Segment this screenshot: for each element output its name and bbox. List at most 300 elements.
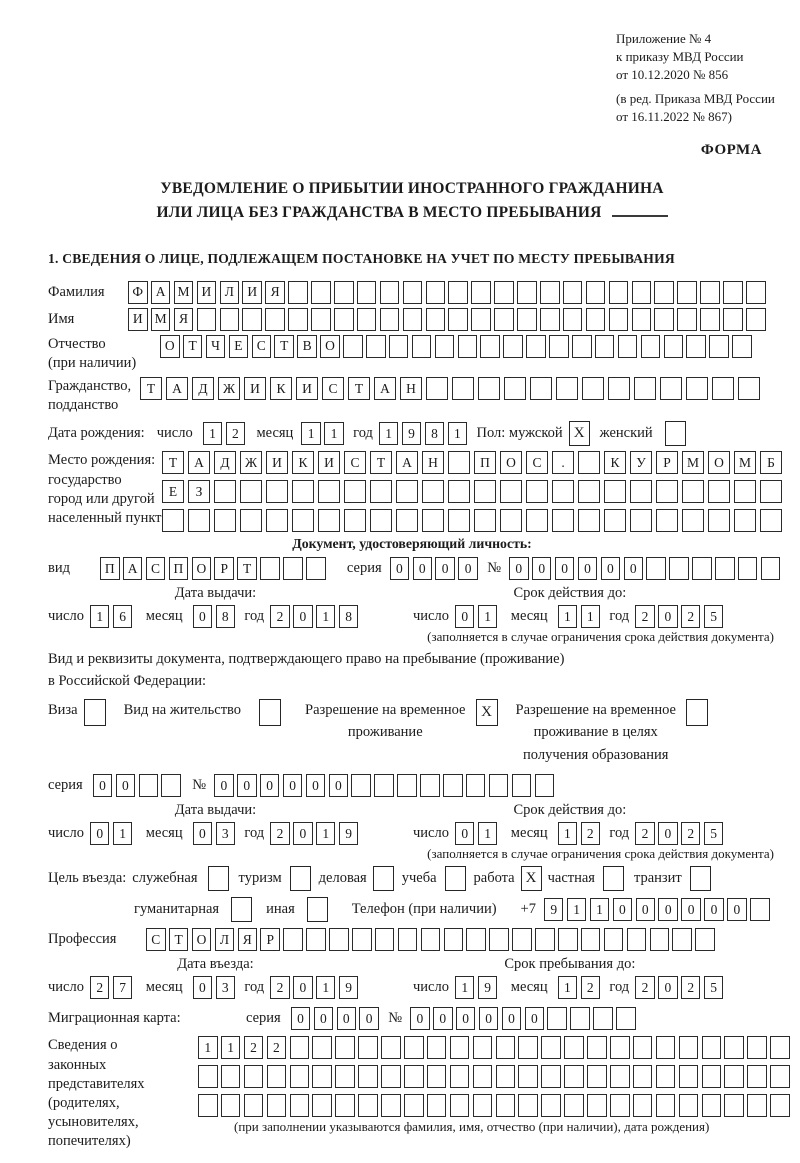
char-box[interactable] [700, 308, 720, 331]
char-box[interactable] [770, 1036, 790, 1059]
purpose-work-checkbox[interactable]: X [521, 866, 542, 891]
char-box[interactable]: 2 [635, 605, 655, 628]
char-box[interactable] [692, 557, 712, 580]
char-box[interactable] [198, 1065, 218, 1088]
char-box[interactable]: 1 [324, 422, 344, 445]
char-box[interactable] [604, 480, 626, 503]
char-box[interactable] [266, 480, 288, 503]
char-box[interactable]: Л [220, 281, 240, 304]
char-box[interactable] [466, 928, 486, 951]
char-box[interactable] [712, 377, 734, 400]
char-box[interactable] [403, 281, 423, 304]
char-box[interactable] [197, 308, 217, 331]
char-box[interactable] [290, 1094, 310, 1117]
char-box[interactable]: 9 [339, 976, 359, 999]
char-box[interactable]: С [146, 928, 166, 951]
char-box[interactable] [329, 928, 349, 951]
char-box[interactable] [161, 774, 181, 797]
char-box[interactable] [288, 281, 308, 304]
char-box[interactable] [503, 335, 523, 358]
char-box[interactable]: Я [174, 308, 194, 331]
char-box[interactable]: 0 [502, 1007, 522, 1030]
char-box[interactable] [656, 509, 678, 532]
char-box[interactable] [682, 509, 704, 532]
char-box[interactable] [558, 928, 578, 951]
char-box[interactable] [427, 1065, 447, 1088]
char-box[interactable] [563, 308, 583, 331]
purpose-business-checkbox[interactable] [373, 866, 394, 891]
char-box[interactable] [344, 509, 366, 532]
char-box[interactable] [724, 1065, 744, 1088]
char-box[interactable] [747, 1036, 767, 1059]
char-box[interactable]: 0 [532, 557, 552, 580]
char-box[interactable]: 1 [316, 976, 336, 999]
char-box[interactable]: О [192, 928, 212, 951]
char-box[interactable]: О [160, 335, 180, 358]
char-box[interactable] [306, 557, 326, 580]
char-box[interactable] [375, 928, 395, 951]
char-box[interactable]: А [188, 451, 210, 474]
char-box[interactable]: М [682, 451, 704, 474]
char-box[interactable] [334, 281, 354, 304]
char-box[interactable]: 6 [113, 605, 133, 628]
char-box[interactable] [564, 1036, 584, 1059]
char-box[interactable] [448, 281, 468, 304]
char-box[interactable] [633, 1036, 653, 1059]
char-box[interactable] [724, 1036, 744, 1059]
char-box[interactable]: 0 [525, 1007, 545, 1030]
char-box[interactable]: 2 [90, 976, 110, 999]
char-box[interactable]: 2 [270, 822, 290, 845]
char-box[interactable] [587, 1036, 607, 1059]
char-box[interactable]: 0 [479, 1007, 499, 1030]
visa-checkbox[interactable] [84, 699, 106, 726]
char-box[interactable] [723, 281, 743, 304]
char-box[interactable] [702, 1094, 722, 1117]
char-box[interactable] [682, 480, 704, 503]
char-box[interactable]: 0 [456, 1007, 476, 1030]
purpose-private-checkbox[interactable] [603, 866, 624, 891]
char-box[interactable]: 0 [214, 774, 234, 797]
char-box[interactable] [686, 377, 708, 400]
char-box[interactable]: Е [162, 480, 184, 503]
char-box[interactable] [656, 1094, 676, 1117]
char-box[interactable]: М [734, 451, 756, 474]
char-box[interactable]: 0 [193, 976, 213, 999]
char-box[interactable] [608, 377, 630, 400]
char-box[interactable] [578, 509, 600, 532]
char-box[interactable] [517, 308, 537, 331]
char-box[interactable] [586, 308, 606, 331]
char-box[interactable]: 0 [624, 557, 644, 580]
char-box[interactable]: 1 [478, 605, 498, 628]
char-box[interactable] [283, 557, 303, 580]
char-box[interactable] [290, 1065, 310, 1088]
char-box[interactable] [709, 335, 729, 358]
char-box[interactable] [760, 509, 782, 532]
char-box[interactable] [715, 557, 735, 580]
char-box[interactable] [586, 281, 606, 304]
char-box[interactable]: И [244, 377, 266, 400]
char-box[interactable] [358, 1036, 378, 1059]
char-box[interactable] [267, 1094, 287, 1117]
char-box[interactable] [541, 1036, 561, 1059]
char-box[interactable] [760, 480, 782, 503]
char-box[interactable] [500, 509, 522, 532]
char-box[interactable] [444, 928, 464, 951]
char-box[interactable]: 5 [704, 605, 724, 628]
purpose-official-checkbox[interactable] [208, 866, 229, 891]
char-box[interactable] [630, 509, 652, 532]
char-box[interactable]: Н [422, 451, 444, 474]
char-box[interactable]: А [151, 281, 171, 304]
char-box[interactable] [471, 308, 491, 331]
char-box[interactable] [708, 480, 730, 503]
char-box[interactable]: Л [215, 928, 235, 951]
char-box[interactable]: И [266, 451, 288, 474]
char-box[interactable] [570, 1007, 590, 1030]
char-box[interactable]: 9 [544, 898, 564, 921]
residence-permit-checkbox[interactable] [259, 699, 281, 726]
char-box[interactable]: К [270, 377, 292, 400]
char-box[interactable] [708, 509, 730, 532]
char-box[interactable]: 0 [681, 898, 701, 921]
char-box[interactable] [267, 1065, 287, 1088]
char-box[interactable] [306, 928, 326, 951]
char-box[interactable]: И [242, 281, 262, 304]
char-box[interactable] [450, 1036, 470, 1059]
char-box[interactable] [549, 335, 569, 358]
char-box[interactable] [448, 308, 468, 331]
char-box[interactable]: С [344, 451, 366, 474]
char-box[interactable] [672, 928, 692, 951]
char-box[interactable]: 0 [601, 557, 621, 580]
char-box[interactable] [541, 1065, 561, 1088]
char-box[interactable] [450, 1094, 470, 1117]
char-box[interactable] [618, 335, 638, 358]
char-box[interactable]: 2 [270, 976, 290, 999]
char-box[interactable] [458, 335, 478, 358]
char-box[interactable]: И [296, 377, 318, 400]
char-box[interactable]: 1 [90, 605, 110, 628]
char-box[interactable]: 2 [244, 1036, 264, 1059]
char-box[interactable]: 1 [448, 422, 468, 445]
char-box[interactable] [578, 480, 600, 503]
char-box[interactable]: 2 [267, 1036, 287, 1059]
char-box[interactable]: 0 [337, 1007, 357, 1030]
char-box[interactable] [646, 557, 666, 580]
char-box[interactable]: 0 [314, 1007, 334, 1030]
char-box[interactable] [427, 1094, 447, 1117]
char-box[interactable] [214, 509, 236, 532]
char-box[interactable]: 1 [113, 822, 133, 845]
char-box[interactable]: 0 [193, 822, 213, 845]
char-box[interactable]: 0 [455, 605, 475, 628]
char-box[interactable] [695, 928, 715, 951]
char-box[interactable]: Т [183, 335, 203, 358]
char-box[interactable] [412, 335, 432, 358]
char-box[interactable] [572, 335, 592, 358]
char-box[interactable]: 8 [425, 422, 445, 445]
char-box[interactable]: 0 [555, 557, 575, 580]
char-box[interactable] [312, 1036, 332, 1059]
char-box[interactable]: Ж [218, 377, 240, 400]
char-box[interactable]: С [526, 451, 548, 474]
char-box[interactable] [220, 308, 240, 331]
char-box[interactable]: 0 [455, 822, 475, 845]
char-box[interactable]: П [100, 557, 120, 580]
char-box[interactable] [656, 1065, 676, 1088]
char-box[interactable]: М [151, 308, 171, 331]
purpose-other-checkbox[interactable] [307, 897, 328, 922]
char-box[interactable] [311, 281, 331, 304]
char-box[interactable] [381, 1036, 401, 1059]
char-box[interactable]: 1 [581, 605, 601, 628]
char-box[interactable]: 0 [413, 557, 433, 580]
char-box[interactable] [526, 509, 548, 532]
char-box[interactable]: З [188, 480, 210, 503]
char-box[interactable]: 1 [221, 1036, 241, 1059]
char-box[interactable]: В [297, 335, 317, 358]
char-box[interactable]: Р [656, 451, 678, 474]
char-box[interactable]: Я [238, 928, 258, 951]
char-box[interactable]: М [174, 281, 194, 304]
char-box[interactable] [426, 377, 448, 400]
char-box[interactable] [380, 308, 400, 331]
char-box[interactable] [654, 281, 674, 304]
char-box[interactable] [351, 774, 371, 797]
char-box[interactable]: 0 [293, 822, 313, 845]
char-box[interactable] [473, 1094, 493, 1117]
char-box[interactable] [518, 1036, 538, 1059]
char-box[interactable] [627, 928, 647, 951]
char-box[interactable] [518, 1094, 538, 1117]
char-box[interactable]: 2 [635, 822, 655, 845]
char-box[interactable] [734, 509, 756, 532]
char-box[interactable] [517, 281, 537, 304]
char-box[interactable] [311, 308, 331, 331]
char-box[interactable] [358, 1065, 378, 1088]
char-box[interactable]: 5 [704, 822, 724, 845]
char-box[interactable] [669, 557, 689, 580]
char-box[interactable] [512, 928, 532, 951]
char-box[interactable]: 0 [727, 898, 747, 921]
char-box[interactable] [318, 480, 340, 503]
char-box[interactable] [641, 335, 661, 358]
char-box[interactable]: 1 [590, 898, 610, 921]
char-box[interactable] [496, 1065, 516, 1088]
char-box[interactable]: Д [192, 377, 214, 400]
char-box[interactable] [162, 509, 184, 532]
char-box[interactable]: О [500, 451, 522, 474]
char-box[interactable] [421, 928, 441, 951]
char-box[interactable] [358, 1094, 378, 1117]
char-box[interactable] [404, 1036, 424, 1059]
char-box[interactable]: 1 [203, 422, 223, 445]
char-box[interactable]: 9 [478, 976, 498, 999]
char-box[interactable]: 2 [681, 976, 701, 999]
char-box[interactable] [396, 480, 418, 503]
char-box[interactable]: Ч [206, 335, 226, 358]
char-box[interactable] [526, 335, 546, 358]
char-box[interactable] [677, 281, 697, 304]
char-box[interactable]: 1 [567, 898, 587, 921]
char-box[interactable] [552, 509, 574, 532]
char-box[interactable] [526, 480, 548, 503]
char-box[interactable] [496, 1036, 516, 1059]
char-box[interactable] [494, 308, 514, 331]
char-box[interactable] [380, 281, 400, 304]
char-box[interactable]: 0 [509, 557, 529, 580]
char-box[interactable] [450, 1065, 470, 1088]
char-box[interactable] [366, 335, 386, 358]
char-box[interactable] [214, 480, 236, 503]
char-box[interactable]: О [320, 335, 340, 358]
char-box[interactable]: 0 [658, 898, 678, 921]
sex-male-checkbox[interactable]: X [569, 421, 590, 446]
char-box[interactable] [427, 1036, 447, 1059]
char-box[interactable]: 0 [704, 898, 724, 921]
char-box[interactable] [452, 377, 474, 400]
temp-permit-edu-checkbox[interactable] [686, 699, 708, 726]
char-box[interactable]: У [630, 451, 652, 474]
char-box[interactable]: 0 [636, 898, 656, 921]
char-box[interactable] [404, 1065, 424, 1088]
char-box[interactable]: Д [214, 451, 236, 474]
char-box[interactable]: 2 [581, 822, 601, 845]
char-box[interactable]: А [374, 377, 396, 400]
char-box[interactable]: 0 [410, 1007, 430, 1030]
char-box[interactable]: 0 [359, 1007, 379, 1030]
char-box[interactable] [398, 928, 418, 951]
char-box[interactable]: С [146, 557, 166, 580]
char-box[interactable] [443, 774, 463, 797]
char-box[interactable]: Т [370, 451, 392, 474]
char-box[interactable] [632, 308, 652, 331]
char-box[interactable]: 0 [433, 1007, 453, 1030]
char-box[interactable] [494, 281, 514, 304]
char-box[interactable] [610, 1094, 630, 1117]
char-box[interactable] [374, 774, 394, 797]
char-box[interactable] [357, 308, 377, 331]
char-box[interactable] [564, 1094, 584, 1117]
char-box[interactable] [448, 509, 470, 532]
char-box[interactable] [352, 928, 372, 951]
char-box[interactable]: Т [162, 451, 184, 474]
char-box[interactable] [679, 1065, 699, 1088]
char-box[interactable] [686, 335, 706, 358]
char-box[interactable]: Я [265, 281, 285, 304]
purpose-tourism-checkbox[interactable] [290, 866, 311, 891]
char-box[interactable]: 0 [306, 774, 326, 797]
char-box[interactable] [240, 509, 262, 532]
char-box[interactable]: 0 [93, 774, 113, 797]
char-box[interactable] [500, 480, 522, 503]
char-box[interactable] [283, 928, 303, 951]
char-box[interactable] [422, 480, 444, 503]
char-box[interactable]: И [197, 281, 217, 304]
char-box[interactable] [632, 281, 652, 304]
char-box[interactable]: 1 [558, 976, 578, 999]
char-box[interactable] [343, 335, 363, 358]
char-box[interactable] [616, 1007, 636, 1030]
char-box[interactable] [422, 509, 444, 532]
char-box[interactable]: 0 [658, 822, 678, 845]
char-box[interactable] [587, 1094, 607, 1117]
char-box[interactable]: О [708, 451, 730, 474]
char-box[interactable]: 0 [658, 605, 678, 628]
char-box[interactable] [541, 1094, 561, 1117]
char-box[interactable] [397, 774, 417, 797]
char-box[interactable] [448, 480, 470, 503]
char-box[interactable]: Т [274, 335, 294, 358]
char-box[interactable] [221, 1094, 241, 1117]
char-box[interactable]: 1 [558, 605, 578, 628]
char-box[interactable] [630, 480, 652, 503]
char-box[interactable]: 0 [578, 557, 598, 580]
char-box[interactable] [679, 1036, 699, 1059]
char-box[interactable] [746, 308, 766, 331]
char-box[interactable] [535, 928, 555, 951]
char-box[interactable]: Р [214, 557, 234, 580]
char-box[interactable]: 1 [301, 422, 321, 445]
char-box[interactable] [496, 1094, 516, 1117]
char-box[interactable] [578, 451, 600, 474]
char-box[interactable]: 9 [339, 822, 359, 845]
char-box[interactable]: Р [260, 928, 280, 951]
char-box[interactable]: 0 [283, 774, 303, 797]
char-box[interactable] [750, 898, 770, 921]
char-box[interactable]: С [322, 377, 344, 400]
char-box[interactable]: 1 [316, 605, 336, 628]
char-box[interactable] [335, 1036, 355, 1059]
purpose-humanitarian-checkbox[interactable] [231, 897, 252, 922]
char-box[interactable] [403, 308, 423, 331]
purpose-study-checkbox[interactable] [445, 866, 466, 891]
char-box[interactable] [732, 335, 752, 358]
char-box[interactable]: О [192, 557, 212, 580]
char-box[interactable]: Т [237, 557, 257, 580]
char-box[interactable] [582, 377, 604, 400]
char-box[interactable] [426, 281, 446, 304]
char-box[interactable]: 0 [293, 976, 313, 999]
char-box[interactable]: 1 [379, 422, 399, 445]
char-box[interactable]: 1 [316, 822, 336, 845]
char-box[interactable] [700, 281, 720, 304]
char-box[interactable] [650, 928, 670, 951]
char-box[interactable] [563, 281, 583, 304]
char-box[interactable] [547, 1007, 567, 1030]
char-box[interactable]: 0 [260, 774, 280, 797]
char-box[interactable]: И [318, 451, 340, 474]
char-box[interactable] [357, 281, 377, 304]
char-box[interactable] [292, 509, 314, 532]
char-box[interactable] [404, 1094, 424, 1117]
char-box[interactable] [474, 509, 496, 532]
char-box[interactable] [660, 377, 682, 400]
char-box[interactable] [595, 335, 615, 358]
char-box[interactable]: 0 [390, 557, 410, 580]
char-box[interactable] [746, 281, 766, 304]
char-box[interactable] [448, 451, 470, 474]
char-box[interactable]: 3 [216, 976, 236, 999]
char-box[interactable]: Е [229, 335, 249, 358]
char-box[interactable] [260, 557, 280, 580]
char-box[interactable]: 1 [198, 1036, 218, 1059]
char-box[interactable]: 0 [613, 898, 633, 921]
char-box[interactable]: 0 [458, 557, 478, 580]
char-box[interactable] [334, 308, 354, 331]
